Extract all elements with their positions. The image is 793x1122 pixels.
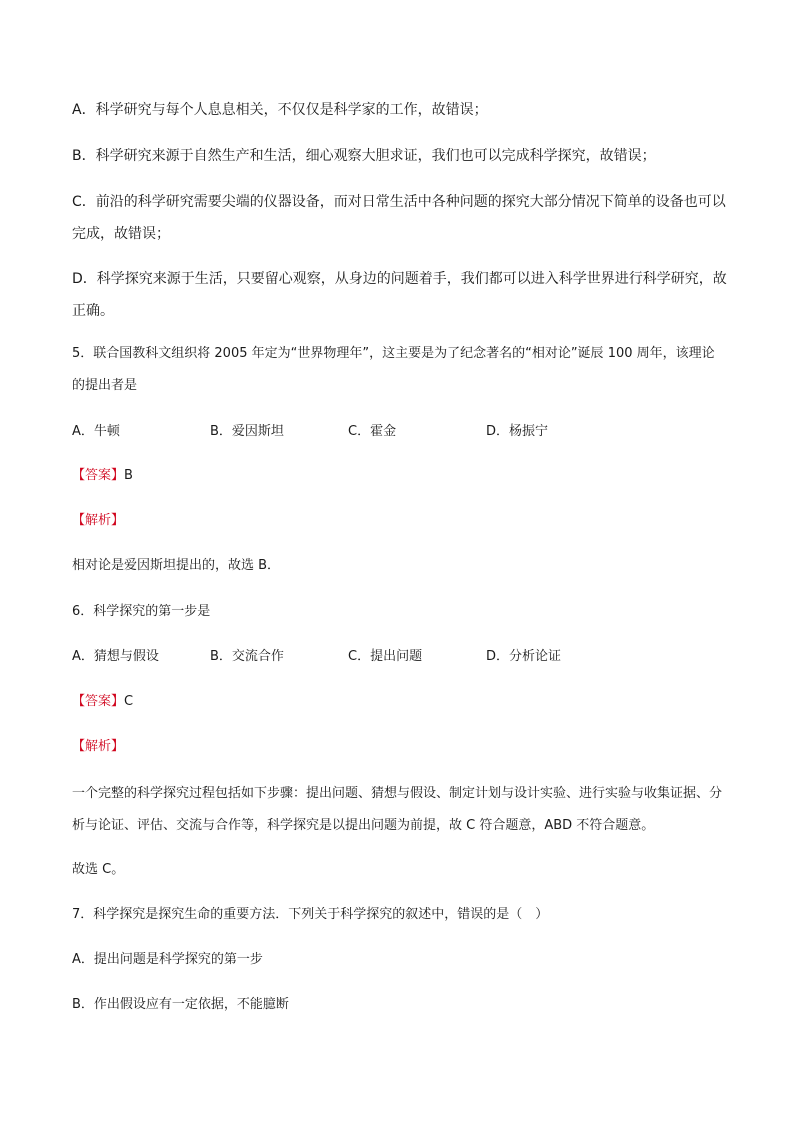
q6-stem: 6．科学探究的第一步是 (72, 604, 211, 619)
q5-analysis-tag-text: 【解析】 (72, 513, 125, 528)
q5-analysis-tag (72, 511, 124, 531)
q5-answer-value: B (124, 468, 133, 483)
q6-option-b: B．交流合作 (210, 649, 284, 664)
q4-analysis-c: C．前沿的科学研究需要尖端的仪器设备，而对日常生活中各种问题的探究大部分情况下简单的设备也可以完成，故错误； (72, 194, 726, 242)
q5-option-a: A．牛顿 (72, 424, 120, 439)
q5-option-b: B．爱因斯坦 (210, 424, 284, 439)
q6-conclusion: 故选 C。 (72, 862, 125, 877)
q4-analysis-b: B．科学研究来源于自然生产和生活，细心观察大胆求证，我们也可以完成科学探究，故错误； (72, 148, 656, 164)
q6-answer-tag: 【答案】 (72, 694, 125, 709)
q5-option-c: C．霍金 (348, 424, 397, 439)
q6-option-c: C．提出问题 (348, 649, 423, 664)
q5-analysis: 相对论是爱因斯坦提出的，故选 B． (72, 558, 281, 573)
q5-answer-row (72, 466, 133, 486)
q5-stem: 5．联合国教科文组织将 2005 年定为“世界物理年”，这主要是为了纪念著名的“相对论”诞辰 100 周年，该理论的提出者是 (72, 346, 715, 393)
q6-option-a: A．猜想与假设 (72, 649, 159, 664)
q6-analysis-tag-text: 【解析】 (72, 739, 125, 754)
q7-option-a: A．提出问题是科学探究的第一步 (72, 952, 263, 967)
q6-analysis: 一个完整的科学探究过程包括如下步骤：提出问题、猜想与假设、制定计划与设计实验、进行实验与收集证据、分析与论证、评估、交流与合作等，科学探究是以提出问题为前提，故 C 符合题意，ABD 不符合题意。 (72, 786, 723, 833)
q7-option-b: B．作出假设应有一定依据，不能臆断 (72, 997, 289, 1012)
q5-answer-tag: 【答案】 (72, 468, 125, 483)
q6-answer-value: C (124, 694, 134, 709)
q4-analysis-d: D．科学探究来源于生活，只要留心观察，从身边的问题着手，我们都可以进入科学世界进行科学研究，故正确。 (72, 271, 727, 319)
q6-answer-row (72, 692, 133, 712)
q6-analysis-tag (72, 737, 124, 757)
q6-option-d: D．分析论证 (486, 649, 562, 664)
q4-analysis-a: A．科学研究与每个人息息相关，不仅仅是科学家的工作，故错误； (72, 102, 488, 118)
q5-option-d: D．杨振宁 (486, 424, 549, 439)
q7-stem: 7．科学探究是探究生命的重要方法．下列关于科学探究的叙述中，错误的是（ ） (72, 907, 549, 922)
